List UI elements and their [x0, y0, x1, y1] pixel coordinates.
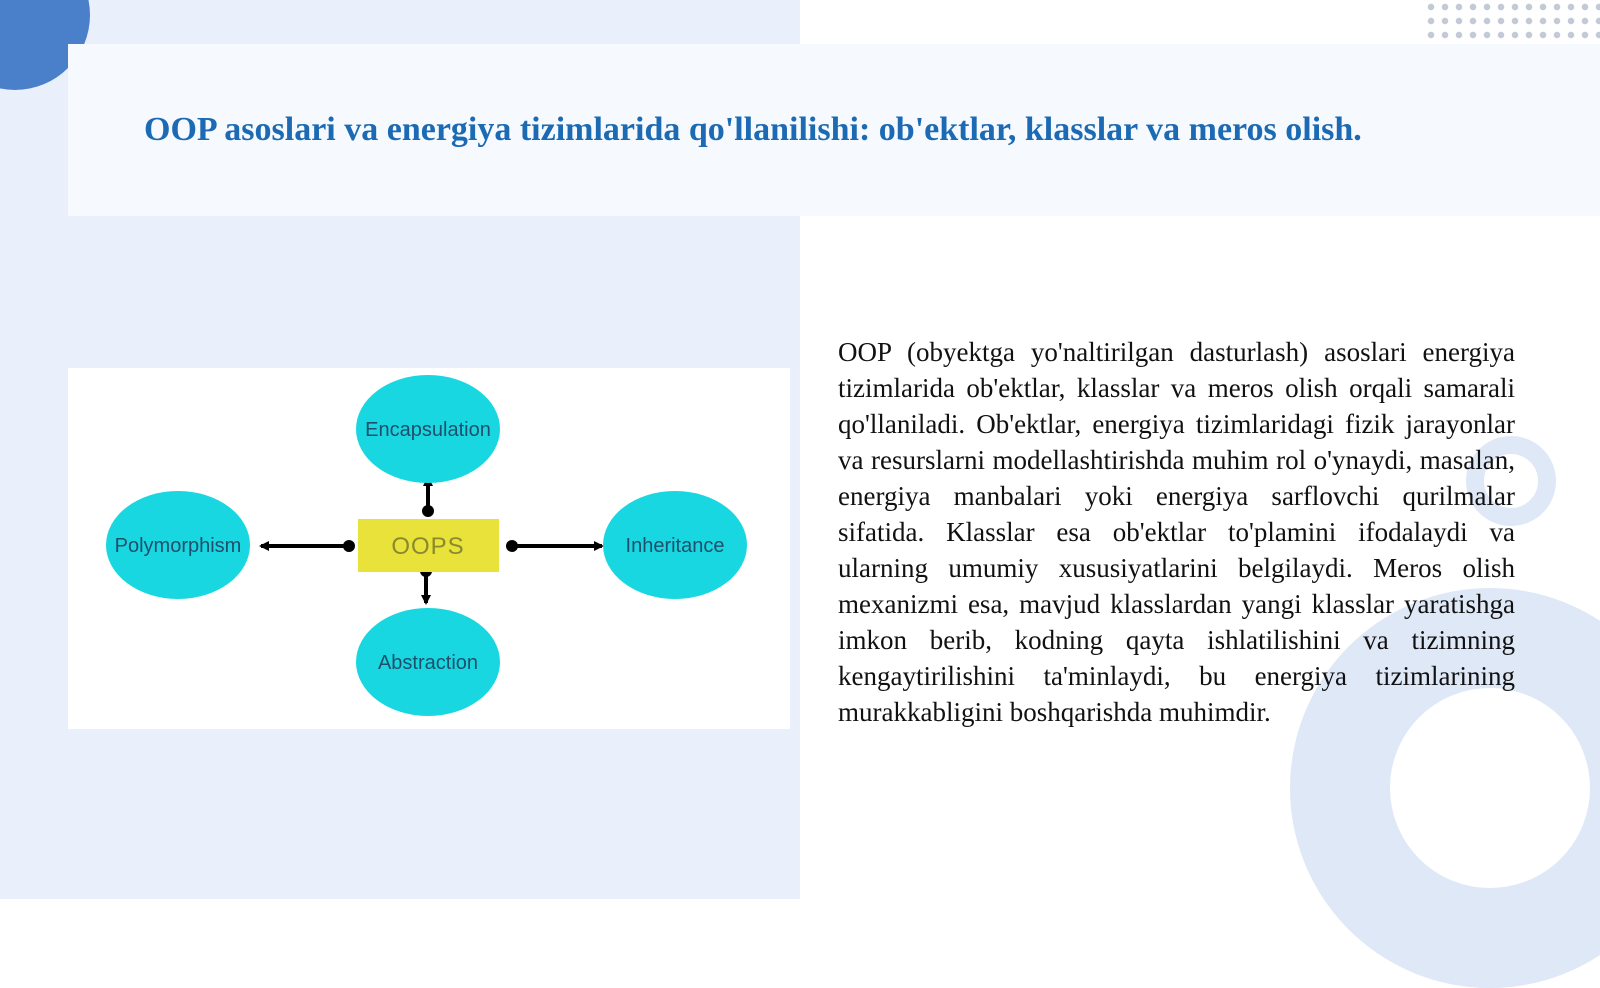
oops-diagram-panel: [68, 368, 790, 729]
node-encapsulation: [356, 375, 500, 483]
node-oops-label: OOPS: [391, 533, 465, 560]
node-inheritance: [603, 491, 747, 599]
dot-grid-decoration: [1424, 0, 1600, 46]
node-inheritance-label: Inheritance: [625, 535, 725, 557]
connector-top: [422, 478, 434, 517]
node-oops-center: [358, 519, 499, 572]
connector-right: [506, 540, 602, 552]
slide-body-text: OOP (obyektga yo'naltirilgan dasturlash) asoslari energiya tizimlarida ob'ektlar, klasslar va meros olish orqali samarali qo'llaniladi. Ob'ektlar, energiya tizimlaridagi fizik jarayonlar va resurslarni modellashtirishda muhim rol o'ynaydi, masalan, energiya manbalari yoki energiya sarflovchi qurilmalar sifatida. Klasslar esa ob'ektlar to'plamini ifodalaydi va ularning umumiy xususiyatlarini belgilaydi. Meros olish mexanizmi esa, mavjud klasslardan yangi klasslar yaratishga imkon berib, kodning qayta ishlatilishini va tizimning kengaytirilishini ta'minlaydi, bu energiya tizimlarining murakkabligini boshqarishda muhimdir.: [838, 337, 1515, 727]
node-abstraction: [356, 608, 500, 716]
oops-diagram: [68, 368, 790, 729]
node-polymorphism-label: Polymorphism: [114, 535, 242, 557]
connector-left: [261, 540, 355, 552]
node-polymorphism: [106, 491, 250, 599]
node-abstraction-label: Abstraction: [377, 652, 479, 674]
node-encapsulation-label: Encapsulation: [365, 419, 491, 441]
slide-title: OOP asoslari va energiya tizimlarida qo'llanilishi: ob'ektlar, klasslar va meros olish.: [144, 111, 1362, 148]
